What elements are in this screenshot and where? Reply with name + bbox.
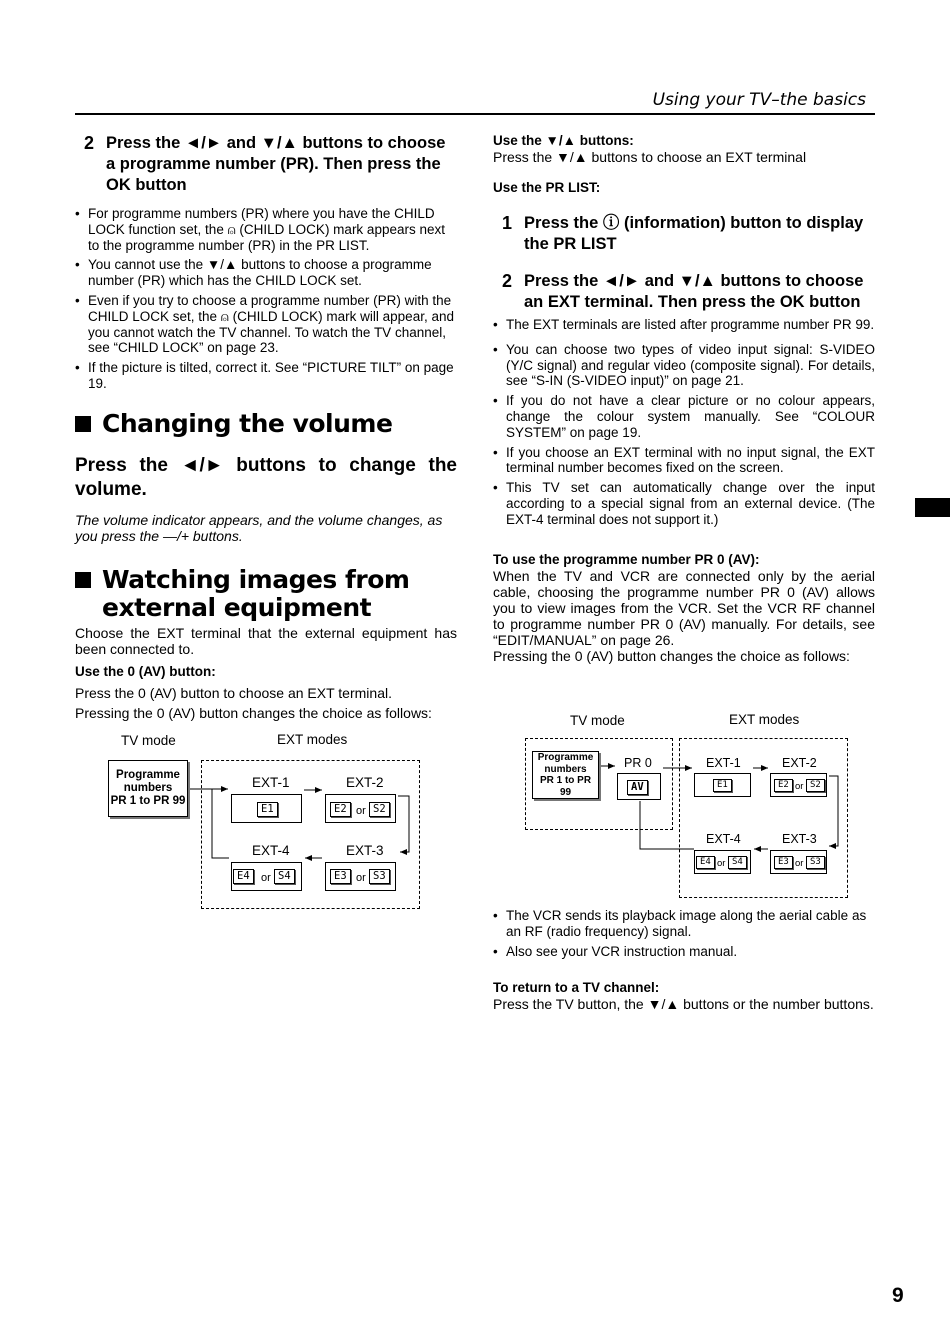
page-number: 9 <box>892 1284 904 1307</box>
left-ext-diagram <box>100 728 430 913</box>
vcr-notes <box>493 908 875 959</box>
e2-tag: E2 <box>774 779 793 792</box>
e3-tag: E3 <box>774 856 793 869</box>
e1-tag: E1 <box>713 779 732 792</box>
flow-arrows <box>100 728 430 913</box>
prog-line: numbers <box>544 763 587 775</box>
left-step-2 <box>75 133 457 196</box>
use-prlist-heading: Use the PR LIST: <box>493 180 601 195</box>
ext-modes-label: EXT modes <box>729 712 800 727</box>
list-item: • If the picture is tilted, correct it. See “PICTURE TILT” on page 19. <box>75 360 457 392</box>
return-heading: To return to a TV channel: <box>493 980 660 996</box>
list-item: • Even if you try to choose a programme number (PR) with the CHILD LOCK set, the ⍝ (CHILD LOCK) mark will appear, and you cannot watch the TV channel. To watch the TV channel, see “CHILD LOCK” on page 23. <box>75 293 457 356</box>
list-item: • The VCR sends its playback image along the aerial cable as an RF (radio frequency) signal. <box>493 908 875 940</box>
list-item: • For programme numbers (PR) where you have the CHILD LOCK function set, the ⍝ (CHILD LOCK) mark appears next to the programme number (PR) in the PR LIST. <box>75 206 457 253</box>
or-word: or <box>356 805 366 817</box>
av-tag: AV <box>627 780 648 795</box>
section-title-line: external equipment <box>102 592 372 622</box>
section-title-text: Changing the volume <box>102 408 393 438</box>
prog-line: PR 1 to PR 99 <box>539 775 592 798</box>
step-number: 2 <box>502 271 513 291</box>
list-item: • If you choose an EXT terminal with no input signal, the EXT terminal number becomes fixed on the screen. <box>493 445 875 477</box>
e2-tag: E2 <box>330 802 351 817</box>
pr0-text2: Pressing the 0 (AV) button changes the choice as follows: <box>493 647 850 664</box>
section-square-icon <box>75 416 91 432</box>
list-item: • If you do not have a clear picture or no colour appears, change the colour system manually. See “COLOUR SYSTEM” on page 19. <box>493 393 875 440</box>
external-intro: Choose the EXT terminal that the external equipment has been connected to. <box>75 624 457 657</box>
right-ext-diagram <box>520 708 855 900</box>
or-word: or <box>356 872 366 884</box>
ext2-label: EXT-2 <box>346 775 384 790</box>
step-text: Press the ◄/► and ▼/▲ buttons to choose a programme number (PR). Then press the OK button <box>106 134 446 194</box>
pr0-label: PR 0 <box>624 756 652 770</box>
e4-tag: E4 <box>696 856 715 869</box>
e1-tag: E1 <box>257 802 278 817</box>
list-item: • Also see your VCR instruction manual. <box>493 944 875 960</box>
section-title-line: Watching images from <box>102 564 410 594</box>
or-word: or <box>261 872 271 884</box>
child-lock-notes <box>75 206 457 392</box>
return-text: Press the TV button, the ▼/▲ buttons or the number buttons. <box>493 996 874 1013</box>
e4-tag: E4 <box>233 869 254 884</box>
prog-line: PR 1 to PR 99 <box>110 795 186 807</box>
section-tab-marker <box>915 498 950 517</box>
ext-modes-label: EXT modes <box>277 732 348 747</box>
pr0-text: When the TV and VCR are connected only by the aerial cable, choosing the programme number PR 0 (AV) allows you to view images from the VCR. Set the VCR RF channel to programme number PR 0 (AV) manually. For details, see “EDIT/MANUAL” on page 26. <box>493 567 875 648</box>
use-av-heading: Use the 0 (AV) button: <box>75 663 216 679</box>
tv-mode-label: TV mode <box>121 733 176 748</box>
right-column <box>493 133 875 664</box>
left-column <box>75 133 457 721</box>
use-av-p1: Press the 0 (AV) button to choose an EXT terminal. <box>75 684 392 701</box>
use-av-p2: Pressing the 0 (AV) button changes the choice as follows: <box>75 704 432 721</box>
or-word: or <box>717 858 726 869</box>
s2-tag: S2 <box>806 779 825 792</box>
header-rule <box>75 113 875 115</box>
section-square-icon <box>75 572 91 588</box>
ext2-label: EXT-2 <box>782 756 817 770</box>
pr0-heading: To use the programme number PR 0 (AV): <box>493 551 760 567</box>
s4-tag: S4 <box>274 869 295 884</box>
use-updown-text: Press the ▼/▲ buttons to choose an EXT terminal <box>493 149 807 165</box>
ext3-label: EXT-3 <box>346 843 384 858</box>
prog-line: Programme <box>116 769 180 781</box>
header-title: Using your TV–the basics <box>652 90 866 110</box>
section-title-external <box>75 566 457 622</box>
list-item: • The EXT terminals are listed after programme number PR 99. <box>493 317 875 333</box>
s2-tag: S2 <box>369 802 390 817</box>
list-item: • You cannot use the ▼/▲ buttons to choose a programme number (PR) which has the CHILD LOCK set. <box>75 257 457 289</box>
list-item: • You can choose two types of video input signal: S-VIDEO (Y/C signal) and regular video (composite signal). For details, see “S-IN (S-VIDEO input)” on page 21. <box>493 342 875 389</box>
or-word: or <box>795 858 804 869</box>
right-step-1 <box>493 213 875 255</box>
volume-note: The volume indicator appears, and the volume changes, as you press the —/+ buttons. <box>75 511 443 544</box>
prog-line: Programme <box>537 752 594 763</box>
s4-tag: S4 <box>728 856 747 869</box>
step-text: Press the ⓘ (information) button to display the PR LIST <box>524 214 864 253</box>
e3-tag: E3 <box>330 869 351 884</box>
ext-notes <box>493 317 875 528</box>
ext4-label: EXT-4 <box>252 843 290 858</box>
s3-tag: S3 <box>806 856 825 869</box>
ext4-label: EXT-4 <box>706 832 741 846</box>
volume-instruction: Press the ◄/► buttons to change the volume. <box>75 454 457 500</box>
step-number: 2 <box>84 133 95 153</box>
ext3-label: EXT-3 <box>782 832 817 846</box>
step-text: Press the ◄/► and ▼/▲ buttons to choose an EXT terminal. Then press the OK button <box>524 272 864 311</box>
tv-mode-label: TV mode <box>570 713 625 728</box>
or-word: or <box>795 781 804 792</box>
s3-tag: S3 <box>369 869 390 884</box>
section-title-volume <box>75 410 457 438</box>
step-number: 1 <box>502 213 513 233</box>
ext1-label: EXT-1 <box>706 756 741 770</box>
flow-arrows <box>520 708 855 900</box>
list-item: • This TV set can automatically change over the input according to a special signal from an external device. (The EXT-4 terminal does not support it.) <box>493 480 875 527</box>
use-updown-heading: Use the ▼/▲ buttons: <box>493 133 634 148</box>
right-step-2 <box>493 271 875 313</box>
ext1-label: EXT-1 <box>252 775 290 790</box>
right-bottom-notes <box>493 908 875 1012</box>
prog-line: numbers <box>123 782 173 794</box>
